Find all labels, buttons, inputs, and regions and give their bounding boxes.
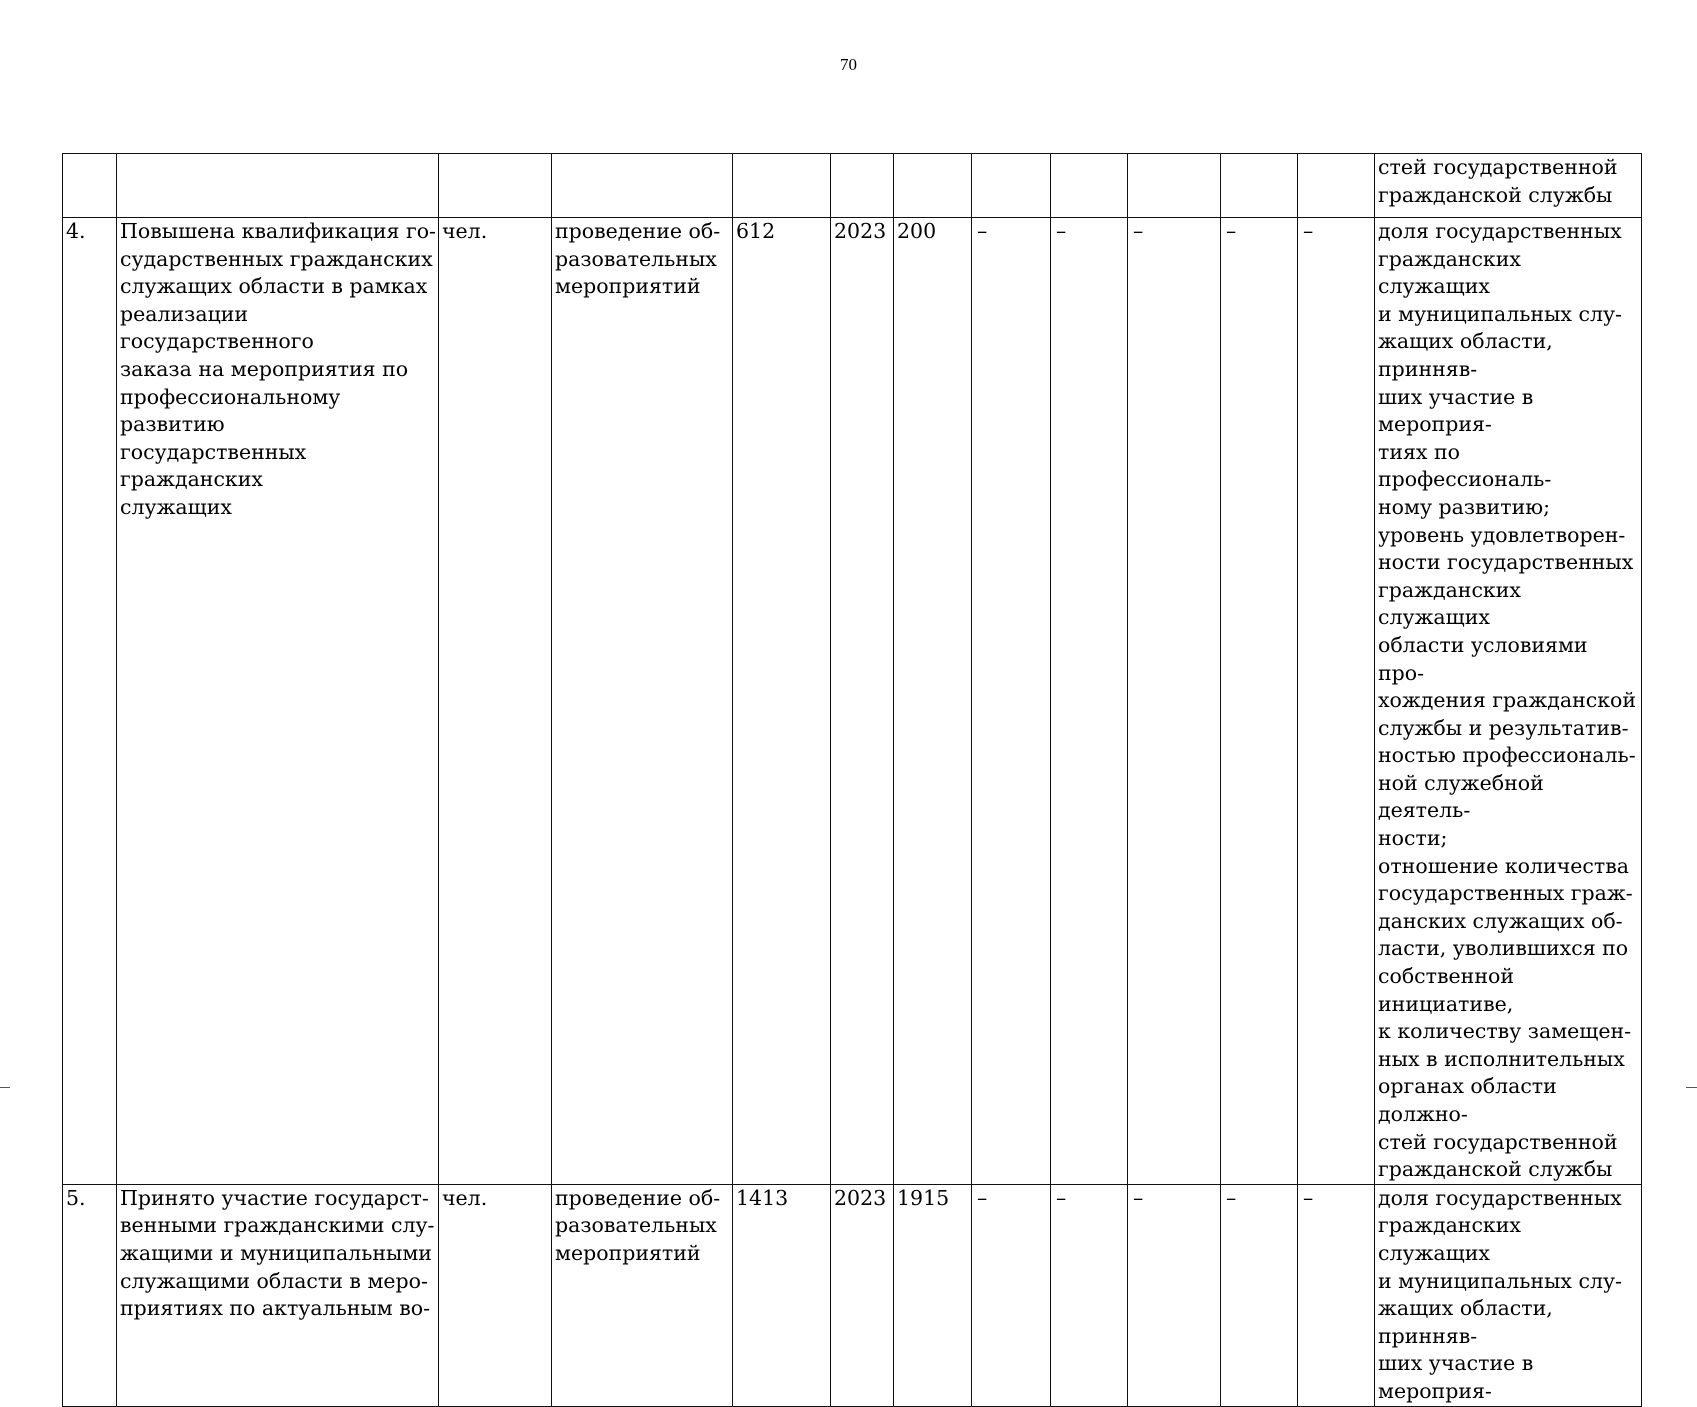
target-value-cell: 1915 [894, 1184, 972, 1406]
table-row [63, 218, 1642, 1185]
indicator-cell: доля государственных гражданских служащих и муниципальных слу- жащих области, принняв- ших участие в мероприя- [1375, 1184, 1642, 1406]
scan-edge-mark [1686, 1087, 1697, 1088]
table-row [63, 1184, 1642, 1406]
program-table [62, 153, 1642, 1407]
scan-edge-mark [0, 1087, 10, 1088]
value-cell: – [1051, 1184, 1128, 1406]
indicator-cell: стей государственной гражданской службы [1375, 154, 1642, 218]
value-cell: – [1298, 1184, 1375, 1406]
value-cell: – [1128, 218, 1221, 1185]
row-number-cell: 5. [63, 1184, 117, 1406]
value-cell: – [972, 218, 1051, 1185]
row-number-cell [63, 154, 117, 218]
unit-cell: чел. [439, 218, 552, 1185]
value-cell [1051, 154, 1128, 218]
value-cell [1128, 154, 1221, 218]
base-year-cell [831, 154, 894, 218]
value-cell: – [1221, 218, 1298, 1185]
value-cell: – [972, 1184, 1051, 1406]
value-cell [1298, 154, 1375, 218]
value-cell [1221, 154, 1298, 218]
base-value-cell: 612 [733, 218, 831, 1185]
value-cell: – [1128, 1184, 1221, 1406]
value-cell [972, 154, 1051, 218]
value-cell: – [1221, 1184, 1298, 1406]
result-cell: Принято участие государст- венными гражданскими слу- жащими и муниципальными служащими области в меро- приятиях по актуальным во- [117, 1184, 439, 1406]
value-cell: – [1051, 218, 1128, 1185]
method-cell: проведение об- разовательных мероприятий [552, 218, 733, 1185]
indicator-cell: доля государственных гражданских служащих и муниципальных слу- жащих области, принняв- ших участие в мероприя- тиях по профессиональ- ному развитию; уровень удовлетворен- ности государственных гражданских служащих области условиями про- хождения гражданской службы и результатив- ностью профессиональ- ной служебной деятель- ности; отношение количества государственных граж- данских служащих об- ласти, уволившихся по собственной инициативе, к количеству замещен- ных в исполнительных органах области должно- стей государственной гражданской службы [1375, 218, 1642, 1185]
method-cell: проведение об- разовательных мероприятий [552, 1184, 733, 1406]
target-value-cell [894, 154, 972, 218]
page-number: 70 [840, 55, 857, 74]
base-value-cell: 1413 [733, 1184, 831, 1406]
value-cell: – [1298, 218, 1375, 1185]
row-number-cell: 4. [63, 218, 117, 1185]
base-year-cell: 2023 [831, 1184, 894, 1406]
unit-cell: чел. [439, 1184, 552, 1406]
base-year-cell: 2023 [831, 218, 894, 1185]
table-row [63, 154, 1642, 218]
result-cell [117, 154, 439, 218]
method-cell [552, 154, 733, 218]
target-value-cell: 200 [894, 218, 972, 1185]
base-value-cell [733, 154, 831, 218]
result-cell: Повышена квалификация го- сударственных гражданских служащих области в рамках реализации государственного заказа на мероприятия по профессиональному развитию государственных гражданских служащих [117, 218, 439, 1185]
unit-cell [439, 154, 552, 218]
